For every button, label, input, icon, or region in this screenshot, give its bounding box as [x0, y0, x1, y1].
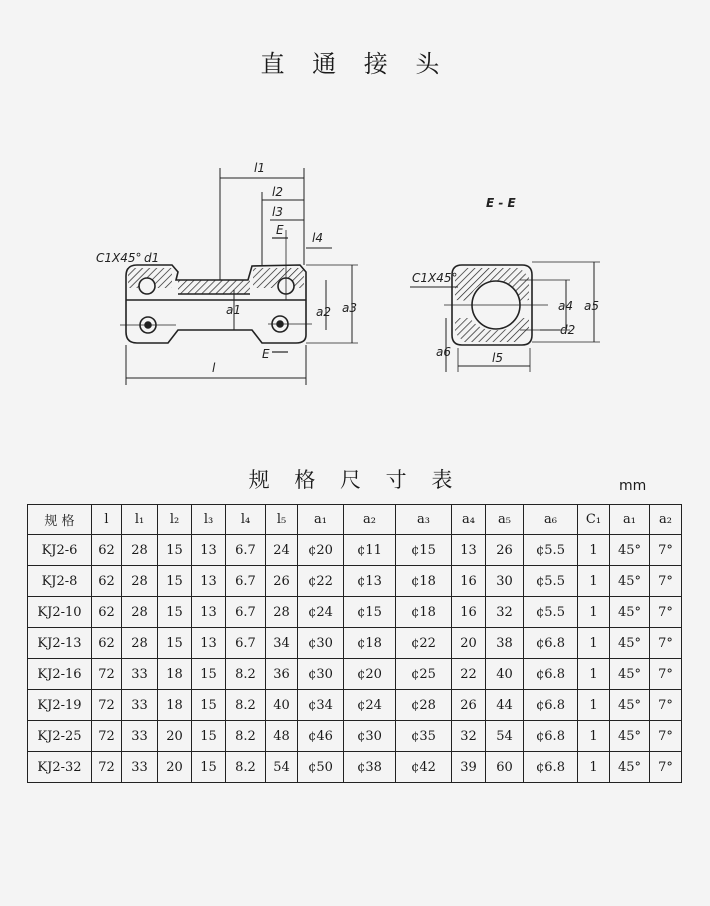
page-title: 直 通 接 头 [260, 50, 450, 78]
spec-value-cell: 62 [92, 535, 122, 566]
spec-model-cell: KJ2-6 [28, 535, 92, 566]
spec-value-cell: 33 [122, 752, 158, 783]
spec-value-cell: 48 [266, 721, 298, 752]
label-a1: a1 [226, 303, 241, 317]
spec-value-cell: 7° [650, 566, 682, 597]
label-l5: l5 [492, 351, 503, 365]
spec-value-cell: ¢35 [396, 721, 452, 752]
spec-value-cell: ¢46 [298, 721, 344, 752]
header-cell: a₁ [610, 505, 650, 535]
spec-value-cell: 1 [578, 659, 610, 690]
label-e-top: E [276, 223, 284, 237]
table-row [28, 566, 682, 597]
spec-value-cell: 28 [122, 628, 158, 659]
spec-value-cell: ¢25 [396, 659, 452, 690]
spec-value-cell: 15 [158, 597, 192, 628]
spec-value-cell: 13 [192, 628, 226, 659]
table-row [28, 721, 682, 752]
spec-value-cell: 20 [158, 721, 192, 752]
spec-value-cell: 8.2 [226, 752, 266, 783]
spec-value-cell: 6.7 [226, 597, 266, 628]
spec-value-cell: ¢24 [344, 690, 396, 721]
spec-model-cell: KJ2-16 [28, 659, 92, 690]
table-row [28, 752, 682, 783]
table-row [28, 628, 682, 659]
spec-value-cell: 7° [650, 690, 682, 721]
section-chamfer-label: C1X45° [412, 271, 458, 285]
spec-value-cell: 7° [650, 535, 682, 566]
spec-value-cell: 72 [92, 721, 122, 752]
spec-value-cell: 40 [266, 690, 298, 721]
spec-value-cell: ¢42 [396, 752, 452, 783]
spec-value-cell: ¢18 [344, 628, 396, 659]
header-cell: a₂ [344, 505, 396, 535]
spec-value-cell: ¢34 [298, 690, 344, 721]
spec-value-cell: 45° [610, 597, 650, 628]
label-a6: a6 [436, 345, 451, 359]
label-a5: a5 [584, 299, 599, 313]
spec-value-cell: 7° [650, 752, 682, 783]
spec-value-cell: 18 [158, 659, 192, 690]
table-row [28, 535, 682, 566]
label-l1: l1 [254, 161, 265, 175]
spec-value-cell: 26 [486, 535, 524, 566]
spec-value-cell: 36 [266, 659, 298, 690]
section-title: E - E [486, 196, 516, 210]
label-l3: l3 [272, 205, 283, 219]
spec-table [27, 504, 682, 783]
spec-value-cell: ¢28 [396, 690, 452, 721]
spec-value-cell: 8.2 [226, 659, 266, 690]
spec-value-cell: 33 [122, 659, 158, 690]
spec-value-cell: 62 [92, 566, 122, 597]
spec-value-cell: 7° [650, 597, 682, 628]
spec-value-cell: 32 [452, 721, 486, 752]
spec-value-cell: 6.7 [226, 566, 266, 597]
spec-model-cell: KJ2-10 [28, 597, 92, 628]
label-l4: l4 [312, 231, 323, 245]
spec-value-cell: 20 [452, 628, 486, 659]
header-cell: a₃ [396, 505, 452, 535]
spec-value-cell: ¢20 [298, 535, 344, 566]
spec-value-cell: 6.7 [226, 535, 266, 566]
spec-value-cell: 8.2 [226, 721, 266, 752]
spec-value-cell: ¢38 [344, 752, 396, 783]
spec-value-cell: 54 [486, 721, 524, 752]
spec-value-cell: 15 [192, 721, 226, 752]
spec-value-cell: ¢24 [298, 597, 344, 628]
spec-value-cell: 6.7 [226, 628, 266, 659]
spec-value-cell: 16 [452, 566, 486, 597]
spec-value-cell: 1 [578, 566, 610, 597]
spec-value-cell: 7° [650, 659, 682, 690]
spec-value-cell: 24 [266, 535, 298, 566]
spec-model-cell: KJ2-32 [28, 752, 92, 783]
unit-label: mm [619, 478, 647, 494]
spec-value-cell: 33 [122, 721, 158, 752]
spec-value-cell: 30 [486, 566, 524, 597]
header-cell: a₂ [650, 505, 682, 535]
spec-value-cell: 15 [192, 690, 226, 721]
spec-value-cell: ¢5.5 [524, 566, 578, 597]
spec-value-cell: 33 [122, 690, 158, 721]
spec-value-cell: ¢15 [344, 597, 396, 628]
spec-value-cell: ¢6.8 [524, 659, 578, 690]
technical-drawing [0, 150, 710, 410]
header-cell: a₁ [298, 505, 344, 535]
spec-value-cell: ¢18 [396, 597, 452, 628]
spec-value-cell: 38 [486, 628, 524, 659]
spec-value-cell: ¢50 [298, 752, 344, 783]
spec-value-cell: 62 [92, 628, 122, 659]
spec-model-cell: KJ2-13 [28, 628, 92, 659]
table-row [28, 597, 682, 628]
table-body [28, 535, 682, 783]
label-l2: l2 [272, 185, 283, 199]
spec-value-cell: 45° [610, 566, 650, 597]
header-cell: l₂ [158, 505, 192, 535]
spec-value-cell: ¢5.5 [524, 535, 578, 566]
spec-value-cell: ¢20 [344, 659, 396, 690]
table-title: 规 格 尺 寸 表 [248, 468, 462, 492]
spec-value-cell: 45° [610, 721, 650, 752]
spec-value-cell: 40 [486, 659, 524, 690]
spec-value-cell: 15 [192, 659, 226, 690]
label-e-bottom: E [262, 347, 270, 361]
spec-value-cell: 15 [158, 535, 192, 566]
spec-value-cell: ¢22 [298, 566, 344, 597]
spec-value-cell: ¢11 [344, 535, 396, 566]
spec-value-cell: 72 [92, 690, 122, 721]
spec-value-cell: ¢22 [396, 628, 452, 659]
label-a4: a4 [558, 299, 573, 313]
spec-value-cell: 45° [610, 690, 650, 721]
label-a3: a3 [342, 301, 357, 315]
spec-value-cell: ¢6.8 [524, 721, 578, 752]
header-cell: l [92, 505, 122, 535]
spec-value-cell: ¢30 [298, 659, 344, 690]
hole-upper-left [139, 278, 155, 294]
spec-value-cell: 1 [578, 535, 610, 566]
spec-value-cell: 18 [158, 690, 192, 721]
spec-model-cell: KJ2-8 [28, 566, 92, 597]
spec-value-cell: 16 [452, 597, 486, 628]
header-cell: l₄ [226, 505, 266, 535]
header-cell: C₁ [578, 505, 610, 535]
upper-wall-hatch [178, 280, 250, 294]
label-l: l [212, 361, 216, 375]
spec-value-cell: 32 [486, 597, 524, 628]
header-cell: 规 格 [28, 505, 92, 535]
spec-value-cell: 39 [452, 752, 486, 783]
spec-value-cell: ¢13 [344, 566, 396, 597]
spec-value-cell: 1 [578, 721, 610, 752]
header-cell: a₆ [524, 505, 578, 535]
spec-value-cell: 28 [122, 566, 158, 597]
table-row [28, 659, 682, 690]
label-chamfer: C1X45° [96, 251, 142, 265]
spec-value-cell: 13 [452, 535, 486, 566]
spec-value-cell: 1 [578, 628, 610, 659]
spec-value-cell: ¢6.8 [524, 628, 578, 659]
spec-value-cell: 1 [578, 752, 610, 783]
header-cell: a₄ [452, 505, 486, 535]
spec-value-cell: 28 [122, 535, 158, 566]
spec-value-cell: 15 [158, 628, 192, 659]
spec-model-cell: KJ2-19 [28, 690, 92, 721]
table-header-row [28, 505, 682, 535]
spec-value-cell: 45° [610, 659, 650, 690]
spec-value-cell: ¢30 [298, 628, 344, 659]
header-cell: l₃ [192, 505, 226, 535]
spec-value-cell: 45° [610, 752, 650, 783]
spec-value-cell: 72 [92, 659, 122, 690]
spec-value-cell: 13 [192, 597, 226, 628]
header-cell: a₅ [486, 505, 524, 535]
spec-value-cell: 44 [486, 690, 524, 721]
header-cell: l₅ [266, 505, 298, 535]
spec-value-cell: 26 [452, 690, 486, 721]
spec-value-cell: 1 [578, 690, 610, 721]
spec-value-cell: 26 [266, 566, 298, 597]
table-row [28, 690, 682, 721]
spec-value-cell: 1 [578, 597, 610, 628]
spec-value-cell: 54 [266, 752, 298, 783]
spec-value-cell: 62 [92, 597, 122, 628]
spec-value-cell: 13 [192, 566, 226, 597]
spec-value-cell: 7° [650, 628, 682, 659]
spec-value-cell: 7° [650, 721, 682, 752]
spec-value-cell: ¢18 [396, 566, 452, 597]
spec-value-cell: 20 [158, 752, 192, 783]
spec-value-cell: ¢6.8 [524, 690, 578, 721]
spec-value-cell: 28 [266, 597, 298, 628]
spec-model-cell: KJ2-25 [28, 721, 92, 752]
label-d1: d1 [144, 251, 160, 265]
spec-value-cell: ¢5.5 [524, 597, 578, 628]
spec-value-cell: 28 [122, 597, 158, 628]
spec-value-cell: 45° [610, 535, 650, 566]
label-a2: a2 [316, 305, 331, 319]
spec-value-cell: 15 [158, 566, 192, 597]
spec-value-cell: 8.2 [226, 690, 266, 721]
spec-value-cell: 15 [192, 752, 226, 783]
header-cell: l₁ [122, 505, 158, 535]
spec-value-cell: 13 [192, 535, 226, 566]
spec-value-cell: 34 [266, 628, 298, 659]
side-view [120, 168, 358, 385]
spec-value-cell: ¢6.8 [524, 752, 578, 783]
spec-value-cell: 60 [486, 752, 524, 783]
spec-value-cell: 72 [92, 752, 122, 783]
spec-value-cell: ¢15 [396, 535, 452, 566]
spec-value-cell: 22 [452, 659, 486, 690]
spec-value-cell: 45° [610, 628, 650, 659]
spec-value-cell: ¢30 [344, 721, 396, 752]
label-d2: d2 [560, 323, 576, 337]
